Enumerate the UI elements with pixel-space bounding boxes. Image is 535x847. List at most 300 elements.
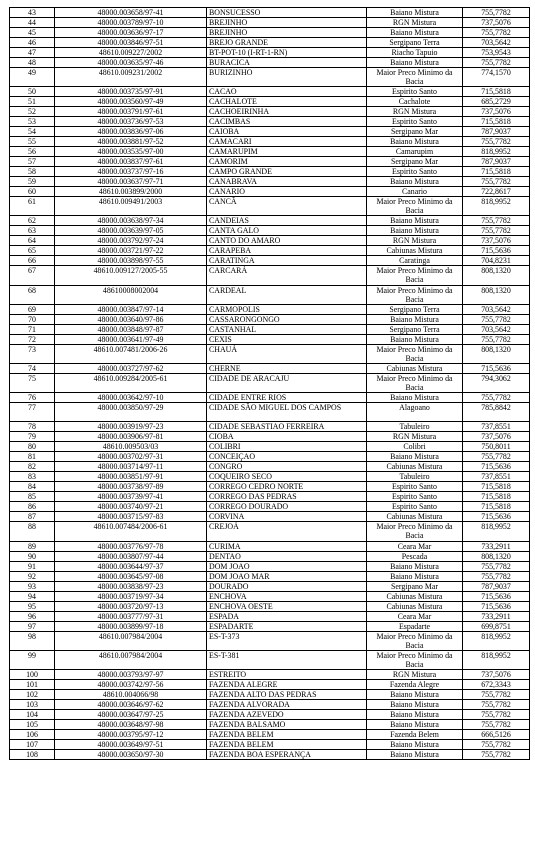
oil-type-cell: Sergipano Terra: [367, 304, 463, 314]
table-row: [10, 571, 530, 581]
field-name-cell: CANABRAVA: [207, 177, 367, 187]
table-row: [10, 719, 530, 729]
price-value-cell: 755,7782: [463, 561, 530, 571]
table-row: [10, 177, 530, 187]
price-value-cell: 733,2911: [463, 611, 530, 621]
oil-type-cell: Espirito Santo: [367, 482, 463, 492]
price-value-cell: 737,5076: [463, 18, 530, 28]
oil-type-cell: Cabiunas Mistura: [367, 462, 463, 472]
oil-type-cell: Baiano Mistura: [367, 571, 463, 581]
oil-type-cell: Baiano Mistura: [367, 314, 463, 324]
table-row: [10, 482, 530, 492]
oil-type-cell: Fazenda Belem: [367, 729, 463, 739]
process-number-cell: 48000.003560/97-49: [55, 97, 207, 107]
field-name-cell: COQUEIRO SECO: [207, 472, 367, 482]
table-row: [10, 502, 530, 512]
row-number-cell: 43: [10, 8, 55, 18]
process-number-cell: 48000.003649/97-51: [55, 739, 207, 749]
oil-type-cell: Baiano Mistura: [367, 28, 463, 38]
row-number-cell: 55: [10, 137, 55, 147]
row-number-cell: 86: [10, 502, 55, 512]
process-number-cell: 48000.003637/97-71: [55, 177, 207, 187]
field-name-cell: CORVINA: [207, 512, 367, 522]
price-value-cell: 703,5642: [463, 324, 530, 334]
price-value-cell: 715,5818: [463, 492, 530, 502]
price-value-cell: 737,8551: [463, 472, 530, 482]
oil-type-cell: Sergipano Terra: [367, 324, 463, 334]
price-value-cell: 733,2911: [463, 541, 530, 551]
row-number-cell: 58: [10, 167, 55, 177]
field-name-cell: ESPADARTE: [207, 621, 367, 631]
oil-type-cell: Baiano Mistura: [367, 393, 463, 403]
table-row: [10, 621, 530, 631]
row-number-cell: 53: [10, 117, 55, 127]
price-value-cell: 787,9037: [463, 581, 530, 591]
row-number-cell: 48: [10, 58, 55, 68]
process-number-cell: 48610.003899/2000: [55, 187, 207, 197]
field-name-cell: CAMPO GRANDE: [207, 167, 367, 177]
price-value-cell: 737,5076: [463, 236, 530, 246]
row-number-cell: 106: [10, 729, 55, 739]
row-number-cell: 84: [10, 482, 55, 492]
field-name-cell: CACIMBAS: [207, 117, 367, 127]
table-row: [10, 324, 530, 334]
oil-type-cell: Sergipano Terra: [367, 38, 463, 48]
oil-type-cell: Espadarte: [367, 621, 463, 631]
table-row: [10, 97, 530, 107]
row-number-cell: 74: [10, 363, 55, 373]
row-number-cell: 96: [10, 611, 55, 621]
field-name-cell: BREJINHO: [207, 18, 367, 28]
field-name-cell: FAZENDA BELEM: [207, 729, 367, 739]
oil-type-cell: Maior Preco Minimo da Bacia: [367, 522, 463, 541]
oil-type-cell: Ceara Mar: [367, 611, 463, 621]
price-value-cell: 818,9952: [463, 631, 530, 650]
oil-type-cell: Baiano Mistura: [367, 699, 463, 709]
process-number-cell: 48000.003848/97-87: [55, 324, 207, 334]
oil-type-cell: Espirito Santo: [367, 87, 463, 97]
row-number-cell: 79: [10, 432, 55, 442]
price-table-body: [10, 8, 530, 760]
table-row: [10, 187, 530, 197]
process-number-cell: 48000.003836/97-06: [55, 127, 207, 137]
price-value-cell: 787,9037: [463, 157, 530, 167]
row-number-cell: 63: [10, 226, 55, 236]
price-value-cell: 753,9543: [463, 48, 530, 58]
process-number-cell: 48000.003715/97-83: [55, 512, 207, 522]
field-name-cell: CAMACARI: [207, 137, 367, 147]
table-row: [10, 669, 530, 679]
price-value-cell: 755,7782: [463, 28, 530, 38]
price-value-cell: 818,9952: [463, 147, 530, 157]
price-value-cell: 737,5076: [463, 432, 530, 442]
row-number-cell: 104: [10, 709, 55, 719]
field-name-cell: CARDEAL: [207, 285, 367, 304]
table-row: [10, 561, 530, 571]
price-value-cell: 755,7782: [463, 177, 530, 187]
row-number-cell: 64: [10, 236, 55, 246]
row-number-cell: 50: [10, 87, 55, 97]
process-number-cell: 48000.003789/97-10: [55, 18, 207, 28]
row-number-cell: 49: [10, 68, 55, 87]
process-number-cell: 48610.004066/98: [55, 689, 207, 699]
field-name-cell: FAZENDA ALVORADA: [207, 699, 367, 709]
oil-type-cell: Espirito Santo: [367, 492, 463, 502]
process-number-cell: 48000.003720/97-13: [55, 601, 207, 611]
process-number-cell: 48000.003847/97-14: [55, 304, 207, 314]
price-value-cell: 818,9952: [463, 197, 530, 216]
oil-type-cell: RGN Mistura: [367, 18, 463, 28]
oil-type-cell: Espirito Santo: [367, 117, 463, 127]
price-value-cell: 704,8231: [463, 256, 530, 266]
table-row: [10, 373, 530, 392]
field-name-cell: CIDADE SEBASTIAO FERREIRA: [207, 422, 367, 432]
row-number-cell: 78: [10, 422, 55, 432]
field-name-cell: CANTA GALO: [207, 226, 367, 236]
field-name-cell: BONSUCESSO: [207, 8, 367, 18]
table-row: [10, 314, 530, 324]
process-number-cell: 48000.003639/97-05: [55, 226, 207, 236]
table-row: [10, 147, 530, 157]
field-name-cell: ESTREITO: [207, 669, 367, 679]
table-row: [10, 18, 530, 28]
table-row: [10, 68, 530, 87]
field-name-cell: FAZENDA ALTO DAS PEDRAS: [207, 689, 367, 699]
price-value-cell: 755,7782: [463, 709, 530, 719]
row-number-cell: 62: [10, 216, 55, 226]
price-value-cell: 715,5818: [463, 117, 530, 127]
price-value-cell: 755,7782: [463, 216, 530, 226]
process-number-cell: 48610.007481/2006-26: [55, 344, 207, 363]
row-number-cell: 87: [10, 512, 55, 522]
oil-type-cell: Maior Preco Minimo da Bacia: [367, 631, 463, 650]
process-number-cell: 48000.003727/97-62: [55, 363, 207, 373]
price-value-cell: 672,3343: [463, 679, 530, 689]
oil-type-cell: Fazenda Alegre: [367, 679, 463, 689]
process-number-cell: 48610.009503/03: [55, 442, 207, 452]
process-number-cell: 48000.003721/97-22: [55, 246, 207, 256]
oil-type-cell: Maior Preco Minimo da Bacia: [367, 197, 463, 216]
table-row: [10, 709, 530, 719]
row-number-cell: 100: [10, 669, 55, 679]
row-number-cell: 88: [10, 522, 55, 541]
field-name-cell: FAZENDA BOA ESPERANÇA: [207, 749, 367, 759]
process-number-cell: 48000.003735/97-91: [55, 87, 207, 97]
table-row: [10, 749, 530, 759]
price-value-cell: 703,5642: [463, 38, 530, 48]
oil-type-cell: Cabiunas Mistura: [367, 363, 463, 373]
row-number-cell: 45: [10, 28, 55, 38]
price-value-cell: 755,7782: [463, 334, 530, 344]
field-name-cell: CIDADE SÃO MIGUEL DOS CAMPOS: [207, 403, 367, 422]
field-name-cell: FAZENDA BELEM: [207, 739, 367, 749]
table-row: [10, 551, 530, 561]
table-row: [10, 28, 530, 38]
price-value-cell: 755,7782: [463, 749, 530, 759]
row-number-cell: 57: [10, 157, 55, 167]
process-number-cell: 48000.003640/97-86: [55, 314, 207, 324]
row-number-cell: 83: [10, 472, 55, 482]
process-number-cell: 48000.003777/97-31: [55, 611, 207, 621]
process-number-cell: 48000.003776/97-78: [55, 541, 207, 551]
price-value-cell: 715,5636: [463, 246, 530, 256]
row-number-cell: 101: [10, 679, 55, 689]
row-number-cell: 46: [10, 38, 55, 48]
field-name-cell: FAZENDA AZEVEDO: [207, 709, 367, 719]
field-name-cell: ENCHOVA OESTE: [207, 601, 367, 611]
table-row: [10, 117, 530, 127]
row-number-cell: 93: [10, 581, 55, 591]
table-row: [10, 363, 530, 373]
process-number-cell: 48000.003881/97-52: [55, 137, 207, 147]
oil-type-cell: RGN Mistura: [367, 107, 463, 117]
field-name-cell: CREJOÁ: [207, 522, 367, 541]
table-row: [10, 157, 530, 167]
oil-type-cell: Maior Preco Minimo da Bacia: [367, 344, 463, 363]
table-row: [10, 226, 530, 236]
table-row: [10, 650, 530, 669]
process-number-cell: 48000.003838/97-23: [55, 581, 207, 591]
process-number-cell: 48000.003739/97-41: [55, 492, 207, 502]
price-value-cell: 715,5636: [463, 462, 530, 472]
price-value-cell: 755,7782: [463, 452, 530, 462]
oil-type-cell: Baiano Mistura: [367, 749, 463, 759]
oil-type-cell: Sergipano Mar: [367, 157, 463, 167]
oil-type-cell: Tabuleiro: [367, 422, 463, 432]
table-row: [10, 699, 530, 709]
process-number-cell: 48000.003795/97-12: [55, 729, 207, 739]
field-name-cell: CARMOPOLIS: [207, 304, 367, 314]
row-number-cell: 51: [10, 97, 55, 107]
oil-type-cell: Maior Preco Minimo da Bacia: [367, 285, 463, 304]
table-row: [10, 581, 530, 591]
oil-type-cell: Baiano Mistura: [367, 739, 463, 749]
oil-type-cell: Tabuleiro: [367, 472, 463, 482]
table-row: [10, 48, 530, 58]
field-name-cell: DOM JOAO MAR: [207, 571, 367, 581]
oil-type-cell: Sergipano Mar: [367, 127, 463, 137]
field-name-cell: ES-T-373: [207, 631, 367, 650]
price-value-cell: 818,9952: [463, 522, 530, 541]
field-name-cell: CACHALOTE: [207, 97, 367, 107]
price-value-cell: 715,5818: [463, 502, 530, 512]
row-number-cell: 75: [10, 373, 55, 392]
row-number-cell: 91: [10, 561, 55, 571]
field-name-cell: FAZENDA BALSAMO: [207, 719, 367, 729]
oil-type-cell: Pescada: [367, 551, 463, 561]
field-name-cell: CHERNE: [207, 363, 367, 373]
price-value-cell: 737,8551: [463, 422, 530, 432]
process-number-cell: 48000.003658/97-41: [55, 8, 207, 18]
process-number-cell: 48000.003737/97-16: [55, 167, 207, 177]
oil-type-cell: Baiano Mistura: [367, 58, 463, 68]
field-name-cell: FAZENDA ALEGRE: [207, 679, 367, 689]
table-row: [10, 304, 530, 314]
oil-type-cell: Baiano Mistura: [367, 689, 463, 699]
price-value-cell: 755,7782: [463, 137, 530, 147]
process-number-cell: 48000.003736/97-53: [55, 117, 207, 127]
table-row: [10, 679, 530, 689]
table-row: [10, 452, 530, 462]
field-name-cell: CANDEIAS: [207, 216, 367, 226]
price-value-cell: 737,5076: [463, 107, 530, 117]
row-number-cell: 61: [10, 197, 55, 216]
row-number-cell: 76: [10, 393, 55, 403]
field-name-cell: CEXIS: [207, 334, 367, 344]
field-name-cell: CANTO DO AMARO: [207, 236, 367, 246]
table-row: [10, 422, 530, 432]
field-name-cell: CORREGO DAS PEDRAS: [207, 492, 367, 502]
row-number-cell: 69: [10, 304, 55, 314]
price-value-cell: 808,1320: [463, 551, 530, 561]
table-row: [10, 601, 530, 611]
process-number-cell: 48000.003646/97-62: [55, 699, 207, 709]
oil-type-cell: Baiano Mistura: [367, 226, 463, 236]
price-value-cell: 787,9037: [463, 127, 530, 137]
row-number-cell: 89: [10, 541, 55, 551]
price-value-cell: 737,5076: [463, 669, 530, 679]
row-number-cell: 108: [10, 749, 55, 759]
field-name-cell: CIDADE DE ARACAJU: [207, 373, 367, 392]
table-row: [10, 38, 530, 48]
table-row: [10, 462, 530, 472]
price-value-cell: 755,7782: [463, 699, 530, 709]
process-number-cell: 48000.003635/97-46: [55, 58, 207, 68]
row-number-cell: 102: [10, 689, 55, 699]
oil-type-cell: Cabiunas Mistura: [367, 591, 463, 601]
oil-type-cell: Camarupim: [367, 147, 463, 157]
field-name-cell: BREJO GRANDE: [207, 38, 367, 48]
row-number-cell: 92: [10, 571, 55, 581]
table-row: [10, 137, 530, 147]
oil-type-cell: Cabiunas Mistura: [367, 601, 463, 611]
row-number-cell: 72: [10, 334, 55, 344]
field-name-cell: CASSARONGONGO: [207, 314, 367, 324]
oil-type-cell: Baiano Mistura: [367, 561, 463, 571]
oil-type-cell: Colibri: [367, 442, 463, 452]
row-number-cell: 103: [10, 699, 55, 709]
process-number-cell: 48610.009491/2003: [55, 197, 207, 216]
field-name-cell: CURIMA: [207, 541, 367, 551]
oil-type-cell: Canario: [367, 187, 463, 197]
oil-type-cell: Baiano Mistura: [367, 216, 463, 226]
oil-type-cell: Baiano Mistura: [367, 137, 463, 147]
process-number-cell: 48000.003851/97-91: [55, 472, 207, 482]
oil-type-cell: Espirito Santo: [367, 502, 463, 512]
row-number-cell: 81: [10, 452, 55, 462]
field-name-cell: ENCHOVA: [207, 591, 367, 601]
oil-type-cell: Espirito Santo: [367, 167, 463, 177]
oil-type-cell: RGN Mistura: [367, 432, 463, 442]
process-number-cell: 48000.003636/97-17: [55, 28, 207, 38]
row-number-cell: 44: [10, 18, 55, 28]
oil-type-cell: Sergipano Mar: [367, 581, 463, 591]
field-name-cell: CARATINGA: [207, 256, 367, 266]
process-number-cell: 48610.007484/2006-61: [55, 522, 207, 541]
price-value-cell: 808,1320: [463, 344, 530, 363]
field-name-cell: CAMORIM: [207, 157, 367, 167]
price-value-cell: 750,8011: [463, 442, 530, 452]
oil-type-cell: Baiano Mistura: [367, 709, 463, 719]
table-row: [10, 432, 530, 442]
oil-type-cell: Caratinga: [367, 256, 463, 266]
row-number-cell: 66: [10, 256, 55, 266]
field-name-cell: CIOBA: [207, 432, 367, 442]
table-row: [10, 127, 530, 137]
row-number-cell: 82: [10, 462, 55, 472]
process-number-cell: 48610.009284/2005-61: [55, 373, 207, 392]
oil-type-cell: Baiano Mistura: [367, 334, 463, 344]
row-number-cell: 94: [10, 591, 55, 601]
process-number-cell: 48000.003792/97-24: [55, 236, 207, 246]
oil-type-cell: Baiano Mistura: [367, 452, 463, 462]
row-number-cell: 105: [10, 719, 55, 729]
table-row: [10, 58, 530, 68]
price-value-cell: 808,1320: [463, 266, 530, 285]
field-name-cell: CACHOEIRINHA: [207, 107, 367, 117]
row-number-cell: 59: [10, 177, 55, 187]
field-name-cell: CORREGO CEDRO NORTE: [207, 482, 367, 492]
table-row: [10, 492, 530, 502]
process-number-cell: 48000.003648/97-98: [55, 719, 207, 729]
table-row: [10, 689, 530, 699]
price-value-cell: 755,7782: [463, 226, 530, 236]
process-number-cell: 48610.009231/2002: [55, 68, 207, 87]
table-row: [10, 541, 530, 551]
field-name-cell: CIDADE ENTRE RIOS: [207, 393, 367, 403]
process-number-cell: 48000.003702/97-31: [55, 452, 207, 462]
row-number-cell: 90: [10, 551, 55, 561]
field-name-cell: COLIBRI: [207, 442, 367, 452]
price-value-cell: 715,5818: [463, 482, 530, 492]
field-name-cell: ESPADA: [207, 611, 367, 621]
field-name-cell: CHAUÁ: [207, 344, 367, 363]
price-value-cell: 715,5636: [463, 591, 530, 601]
oil-type-cell: Cachalote: [367, 97, 463, 107]
price-value-cell: 755,7782: [463, 739, 530, 749]
price-value-cell: 755,7782: [463, 393, 530, 403]
row-number-cell: 95: [10, 601, 55, 611]
price-value-cell: 755,7782: [463, 719, 530, 729]
row-number-cell: 65: [10, 246, 55, 256]
price-table: [9, 7, 530, 760]
process-number-cell: 48000.003641/97-49: [55, 334, 207, 344]
process-number-cell: 48000.003807/97-44: [55, 551, 207, 561]
table-row: [10, 236, 530, 246]
field-name-cell: CAMARUPIM: [207, 147, 367, 157]
process-number-cell: 48610.009227/2002: [55, 48, 207, 58]
process-number-cell: 48610.007984/2004: [55, 631, 207, 650]
process-number-cell: 48000.003846/97-51: [55, 38, 207, 48]
row-number-cell: 47: [10, 48, 55, 58]
process-number-cell: 48000.003650/97-30: [55, 749, 207, 759]
process-number-cell: 48000.003742/97-56: [55, 679, 207, 689]
process-number-cell: 48000.003638/97-34: [55, 216, 207, 226]
process-number-cell: 48000.003898/97-55: [55, 256, 207, 266]
table-row: [10, 442, 530, 452]
table-row: [10, 512, 530, 522]
process-number-cell: 48610.009127/2005-55: [55, 266, 207, 285]
table-row: [10, 522, 530, 541]
oil-type-cell: Cabiunas Mistura: [367, 246, 463, 256]
row-number-cell: 85: [10, 492, 55, 502]
row-number-cell: 60: [10, 187, 55, 197]
price-value-cell: 785,8842: [463, 403, 530, 422]
table-row: [10, 344, 530, 363]
table-row: [10, 167, 530, 177]
table-row: [10, 631, 530, 650]
process-number-cell: 48000.003644/97-37: [55, 561, 207, 571]
